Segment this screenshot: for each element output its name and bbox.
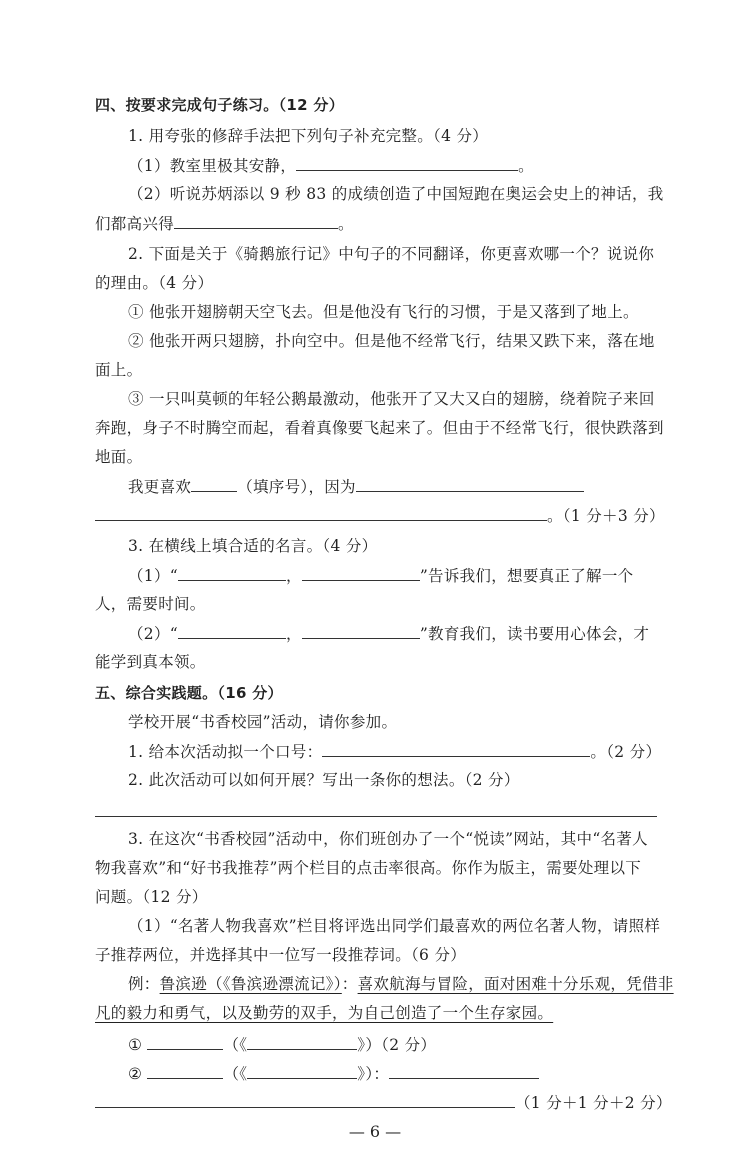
s5-q3a-line1: （1）“名著人物我喜欢”栏目将评选出同学们最喜欢的两位名著人物，请照样 [128,917,661,935]
q2-option-3-line2: 奔跑，身子不时腾空而起，看着真像要飞起来了。但由于不经常飞行，很快跌落到 [95,419,664,437]
q2-option-2-line1: ② 他张开两只翅膀，扑向空中。但是他不经常飞行，结果又跌下来，落在地 [128,332,655,350]
q3-a-prefix: （1）“ [128,567,178,585]
q2-option-2-line2: 面上。 [95,361,143,379]
example-book: （《鲁滨逊漂流记》） [207,975,342,993]
recommend-2-paren-open: （《 [223,1065,248,1083]
example-line2 [95,1000,657,1026]
person-name-blank-2[interactable] [147,1060,223,1079]
slogan-blank[interactable] [322,738,590,757]
q2-stem-line1: 2. 下面是关于《骑鹅旅行记》中句子的不同翻译，你更喜欢哪一个？说说你 [128,245,655,263]
recommend-1-paren-open: （《 [223,1036,248,1054]
q3-b-prefix: （2）“ [128,625,178,643]
q1-b-line1: （2）听说苏炳添以 9 秒 83 的成绩创造了中国短跑在奥运会史上的神话，我 [128,185,664,203]
example-label: 例： [128,975,160,993]
q2-option-1: ① 他张开翅膀朝天空飞去。但是他没有飞行的习惯，于是又落到了地上。 [128,303,639,321]
s5-q3-line2: 物我喜欢”和“好书我推荐”两个栏目的点击率很高。你作为版主，需要处理以下 [95,859,642,877]
page-number: — 6 — [348,1122,402,1141]
q3-a-comma: ， [286,567,302,585]
q3-a-line1 [128,562,657,588]
q3-b-line1 [128,620,657,646]
answer-blank[interactable] [296,152,518,171]
section5-title: 五、综合实践题。（16 分） [95,684,283,702]
s5-q1-suffix: 。（2 分） [590,743,662,761]
q2-answer-prefix: 我更喜欢 [128,478,192,496]
s5-q3-line1: 3. 在这次“书香校园”活动中，你们班创办了一个“悦读”网站，其中“名著人 [128,830,648,848]
recommend-text-blank-2[interactable] [95,1089,515,1108]
book-title-blank-2[interactable] [247,1060,357,1079]
q1-a-prefix: （1）教室里极其安静， [128,157,297,175]
answer-blank[interactable] [178,562,286,581]
example-name: 鲁滨逊 [159,975,208,993]
recommend-2-num: ② [128,1065,143,1083]
q1-stem: 1. 用夸张的修辞手法把下列句子补充完整。（4 分） [128,127,489,145]
q3-b-suffix: ”教育我们，读书要用心体会，才 [419,625,650,643]
q2-answer-mid: （填序号），因为 [237,478,356,496]
q3-stem: 3. 在横线上填合适的名言。（4 分） [128,537,378,555]
example-text-2: 凡的毅力和勇气，以及勤劳的双手，为自己创造了一个生存家园。 [95,1004,554,1022]
section5-intro: 学校开展“书香校园”活动，请你参加。 [128,713,398,731]
person-name-blank-1[interactable] [147,1031,223,1050]
q2-answer-line2 [95,502,665,528]
q3-b-comma: ， [286,625,302,643]
answer-blank[interactable] [302,562,420,581]
q3-a-line2: 人，需要时间。 [95,595,206,613]
example-line1 [128,971,674,997]
recommend-2-paren-close: 》）： [357,1065,390,1083]
idea-answer-line[interactable] [95,816,657,817]
s5-q2: 2. 此次活动可以如何开展？写出一条你的想法。（2 分） [128,771,520,789]
answer-blank[interactable] [191,473,237,492]
q2-stem-line2: 的理由。（4 分） [95,274,214,292]
q2-option-3-line1: ③ 一只叫莫顿的年轻公鹅最激动，他张开了又大又白的翅膀，绕着院子来回 [128,390,655,408]
q1-b-suffix: 。 [338,215,354,233]
recommend-text-blank[interactable] [389,1060,539,1079]
s5-q3a-line2: 子推荐两位，并选择其中一位写一段推荐词。（6 分） [95,946,467,964]
q1-a [128,152,657,178]
s5-q3-line3: 问题。（12 分） [95,888,208,906]
recommend-1-score: 》）（2 分） [357,1036,437,1054]
q3-b-line2: 能学到真本领。 [95,653,206,671]
s5-q1 [128,738,662,764]
q1-b-prefix: 们都高兴得 [95,215,175,233]
q1-b-line2 [95,210,657,236]
recommend-row-2 [128,1060,657,1086]
q3-a-suffix: ”告诉我们，想要真正了解一个 [419,567,634,585]
recommend-1-num: ① [128,1036,143,1054]
answer-blank[interactable] [356,473,584,492]
section4-title: 四、按要求完成句子练习。（12 分） [95,96,344,114]
answer-blank[interactable] [178,620,286,639]
s5-q1-prefix: 1. 给本次活动拟一个口号： [128,743,323,761]
answer-blank[interactable] [174,210,338,229]
answer-blank[interactable] [302,620,420,639]
example-colon: ： [341,975,358,993]
recommend-row-3 [95,1089,672,1115]
q2-score: 。（1 分＋3 分） [547,507,665,525]
q2-option-3-line3: 地面。 [95,448,143,466]
book-title-blank-1[interactable] [247,1031,357,1050]
q1-a-suffix: 。 [518,157,534,175]
example-text-1: 喜欢航海与冒险，面对困难十分乐观，凭借非 [357,975,674,993]
answer-blank[interactable] [95,502,547,521]
q2-answer-line1 [128,473,657,499]
recommend-row-1 [128,1031,657,1057]
recommend-score: （1 分＋1 分＋2 分） [515,1094,672,1112]
